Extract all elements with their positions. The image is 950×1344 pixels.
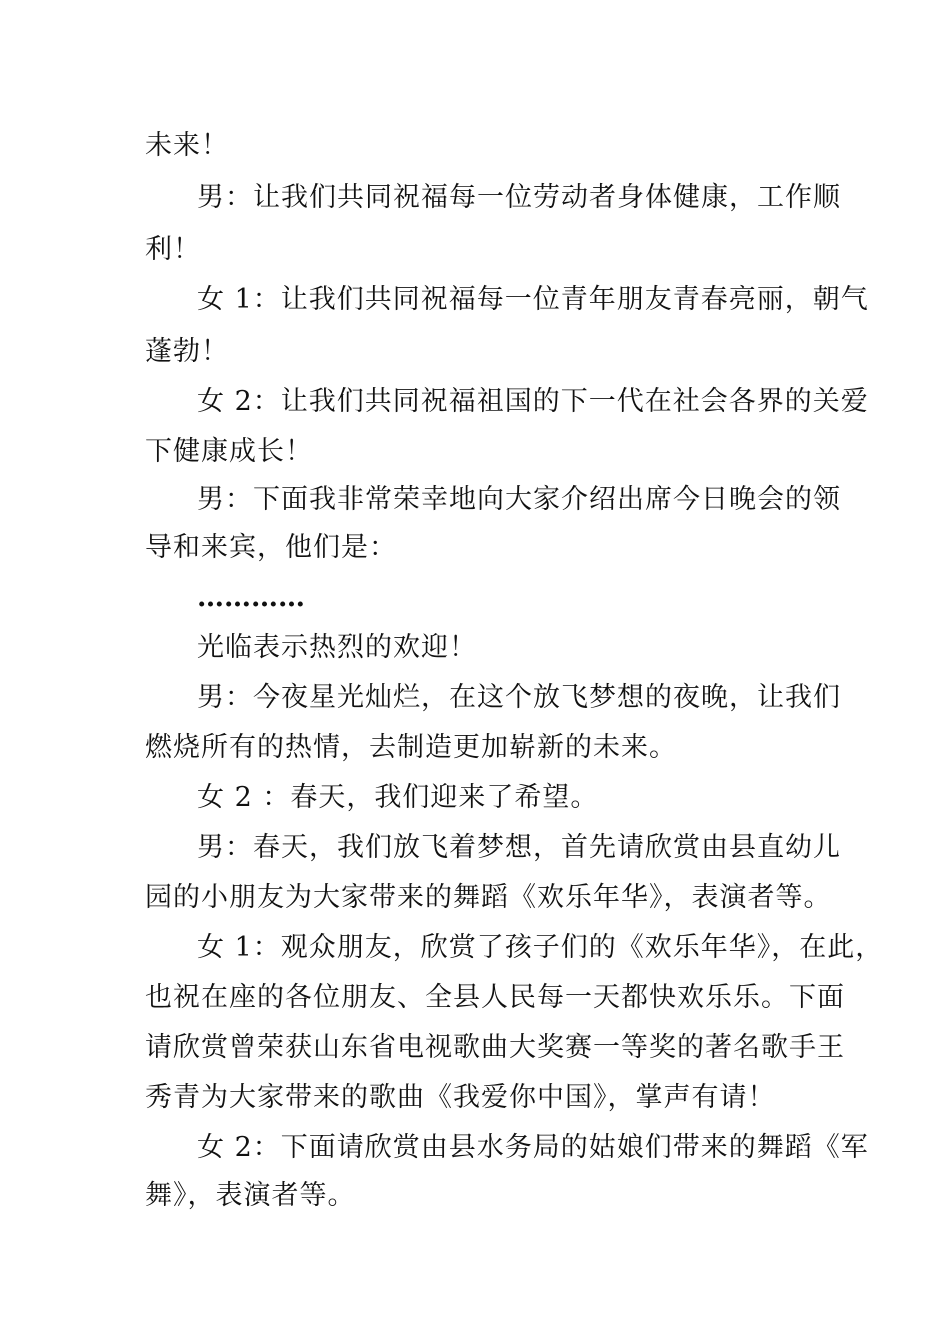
text-line: 女 1：观众朋友，欣赏了孩子们的《欢乐年华》，在此， [197,932,884,963]
text-line: 女 2：下面请欣赏由县水务局的姑娘们带来的舞蹈《军 [197,1132,869,1163]
text-line: 园的小朋友为大家带来的舞蹈《欢乐年华》，表演者等。 [145,882,832,913]
text-line: 下健康成长！ [145,436,313,467]
text-line: 女 2：让我们共同祝福祖国的下一代在社会各界的关爱 [197,386,869,417]
text-line: 也祝在座的各位朋友、全县人民每一天都快欢乐乐。下面 [145,982,845,1013]
text-line: 秀青为大家带来的歌曲《我爱你中国》，掌声有请！ [145,1082,776,1113]
text-line: 蓬勃！ [145,336,229,367]
text-line: 未来！ [145,130,229,161]
text-line: 利！ [145,234,201,265]
text-line: 男：让我们共同祝福每一位劳动者身体健康，工作顺 [197,182,841,213]
text-line: 女 1：让我们共同祝福每一位青年朋友青春亮丽，朝气 [197,284,869,315]
text-line: 男：下面我非常荣幸地向大家介绍出席今日晚会的领 [197,484,841,515]
text-line: 男：春天，我们放飞着梦想，首先请欣赏由县直幼儿 [197,832,841,863]
ellipsis-line: ………… [197,582,305,613]
text-line: 燃烧所有的热情，去制造更加崭新的未来。 [145,732,677,763]
text-line: 请欣赏曾荣获山东省电视歌曲大奖赛一等奖的著名歌手王 [145,1032,845,1063]
text-line: 舞》，表演者等。 [145,1180,356,1211]
text-line: 导和来宾，他们是： [145,532,397,563]
text-line: 光临表示热烈的欢迎！ [197,632,477,663]
text-line: 男：今夜星光灿烂，在这个放飞梦想的夜晚，让我们 [197,682,841,713]
text-line: 女 2 ：春天，我们迎来了希望。 [197,782,599,813]
